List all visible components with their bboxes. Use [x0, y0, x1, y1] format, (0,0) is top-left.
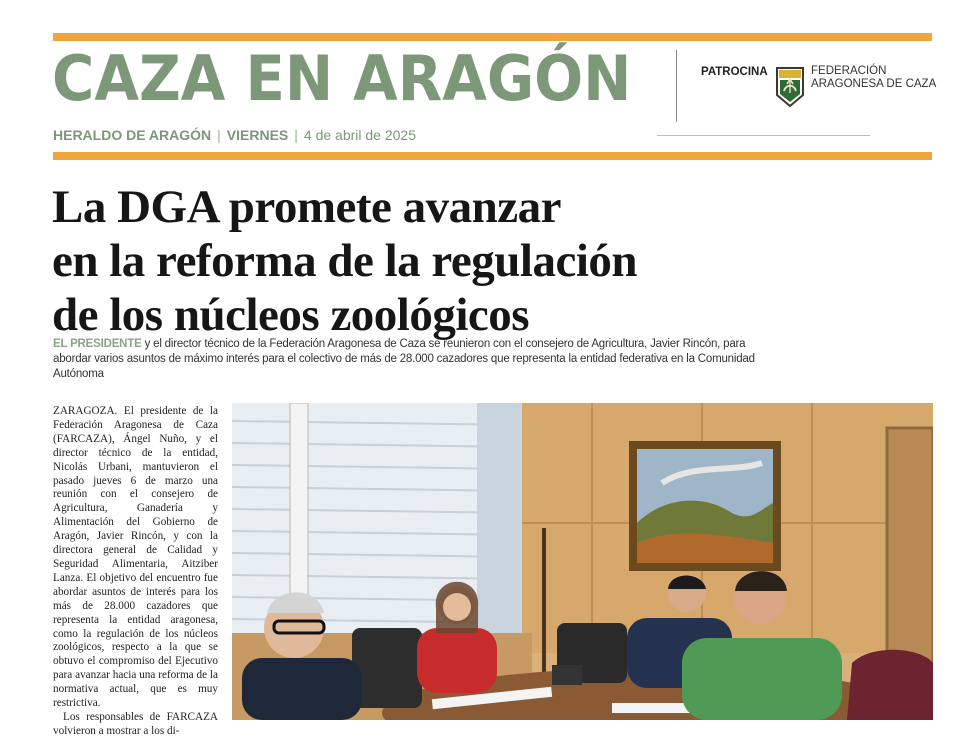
- masthead-subline: [53, 127, 416, 143]
- issue-date: 4 de abril de 2025: [303, 127, 416, 143]
- body-paragraph: Los responsables de FARCAZA volvieron a mostrar a los di-: [53, 710, 218, 737]
- separator: |: [294, 127, 298, 143]
- section-title: CAZA EN ARAGÓN: [52, 42, 632, 115]
- top-accent-bar: [53, 33, 932, 41]
- headline-line: en la reforma de la regulación: [52, 235, 638, 287]
- sponsor-name-line: FEDERACIÓN: [811, 65, 887, 77]
- separator: |: [217, 127, 221, 143]
- sponsor-name-line: ARAGONESA DE CAZA: [811, 78, 937, 90]
- sponsor-name: [811, 65, 941, 91]
- article-headline: [52, 180, 852, 342]
- publication-name: HERALDO DE ARAGÓN: [53, 127, 212, 143]
- article-body-column: [53, 405, 218, 739]
- article-lede: [53, 337, 763, 382]
- body-paragraph: ZARAGOZA. El presidente de la Federación Aragonesa de Caza (FARCAZA), Ángel Nuño, y el director técnico de la entidad, Nicolás Urbani, mantuvieron el pasado jueves 6 de marzo una reunión con el consejero de Agricultura, Ganadería y Alimentación del Gobierno de Aragón, Javier Rincón, y con la directora general de Calidad y Seguridad Alimentaria, Aitziber Lanza. El objetivo del encuentro fue abordar asuntos de interés para los más de 28.000 cazadores que representa la entidad aragonesa, como la regulación de los núcleos zoológicos, respecto a la que se obtuvo el compromiso del Ejecutivo para avanzar hacia una reforma de la normativa actual, que es muy restrictiva.: [53, 405, 218, 710]
- sponsor-underline: [657, 135, 870, 136]
- lede-text: y el director técnico de la Federación Aragonesa de Caza se reunieron con el consejero de Agricultura, Javier Rincón, para abordar varios asuntos de máximo interés para el colectivo de más de 28.000 cazadores que representa la entidad federativa en la Comunidad Autónoma: [53, 338, 755, 380]
- sponsor-divider: [676, 50, 677, 122]
- sponsor-label: PATROCINA: [701, 66, 768, 78]
- headline-line: de los núcleos zoológicos: [52, 289, 530, 341]
- masthead-accent-bar: [53, 152, 932, 160]
- federation-shield-icon: [776, 67, 804, 107]
- headline-line: La DGA promete avanzar: [52, 181, 561, 233]
- weekday: VIERNES: [226, 127, 289, 143]
- meeting-photo: [232, 403, 933, 720]
- lede-kicker: EL PRESIDENTE: [53, 338, 142, 350]
